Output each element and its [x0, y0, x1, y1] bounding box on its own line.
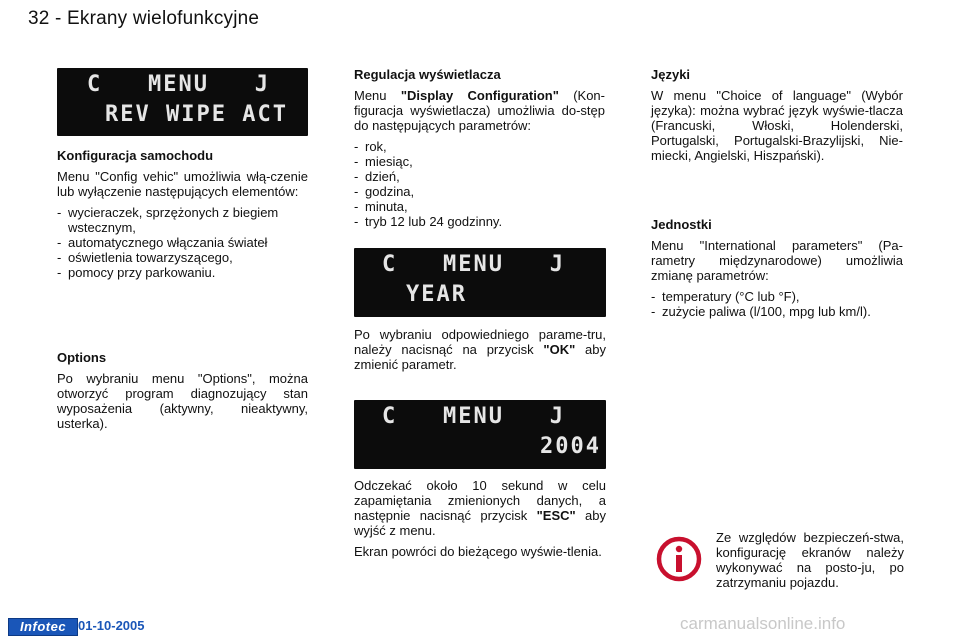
instruction-esc	[354, 478, 606, 538]
column-left	[57, 148, 308, 280]
list-item: - godzina,	[354, 184, 605, 199]
section-text-vehicle-config: Menu "Config vehic" umożliwia włą-czenie lub wyłączenie następujących elementów:	[57, 169, 308, 199]
text-run: Odczekać około 10 sekund w celu zapamiętania zmienionych danych, a następnie nacisnąć przycisk	[354, 478, 606, 523]
info-icon	[656, 536, 702, 582]
section-heading-options: Options	[57, 350, 107, 365]
list-item: - miesiąc,	[354, 154, 605, 169]
list-item: - temperatury (°C lub °F),	[651, 289, 903, 304]
text-run: Po wybraniu odpowiedniego parame-tru, należy nacisnąć na przycisk	[354, 327, 606, 357]
section-text-languages: W menu "Choice of language" (Wybór języka): można wybrać język wyświe-tlacza (Francuski, Włoski, Holenderski, Portugalski, Portugalski-Brazylijski, Nie-miecki, Angielski, Hiszpański).	[651, 88, 903, 163]
section-heading-languages: Języki	[651, 67, 691, 82]
list-units	[651, 289, 903, 319]
footer-date: 01-10-2005	[78, 618, 145, 633]
safety-note-text: Ze względów bezpieczeń-stwa, konfigurację ekranów należy wykonywać na posto-ju, po zatrzymaniu pojazdu.	[716, 530, 904, 590]
list-item: - dzień,	[354, 169, 605, 184]
button-name-ok: "OK"	[543, 342, 576, 357]
lcd-top-row: C MENU J	[382, 252, 565, 277]
section-text-units: Menu "International parameters" (Pa-rametry międzynarodowe) umożliwia zmianę parametrów:	[651, 238, 903, 283]
page-title: 32 - Ekrany wielofunkcyjne	[28, 8, 260, 29]
lcd-screen-config	[57, 68, 308, 136]
section-heading-vehicle-config: Konfiguracja samochodu	[57, 148, 214, 163]
text-run: aby zmienić parametr.	[354, 342, 606, 372]
column-middle	[354, 67, 605, 229]
infotec-logo: Infotec	[8, 618, 78, 636]
instruction-return: Ekran powróci do bieżącego wyświe-tlenia.	[354, 544, 602, 559]
section-heading-units: Jednostki	[651, 217, 712, 232]
text-run: aby wyjść z menu.	[354, 508, 606, 538]
lcd-bottom-row: REV WIPE ACT	[105, 102, 288, 127]
list-vehicle-config	[57, 205, 308, 280]
list-item: - tryb 12 lub 24 godzinny.	[354, 214, 605, 229]
list-item: - automatycznego włączania świateł	[57, 235, 308, 250]
lcd-bottom-row: YEAR	[406, 282, 467, 307]
safety-note	[716, 530, 904, 596]
list-item: - zużycie paliwa (l/100, mpg lub km/l).	[651, 304, 903, 319]
column-right	[651, 67, 903, 169]
list-item: - rok,	[354, 139, 605, 154]
lcd-top-row: C MENU J	[87, 72, 270, 97]
list-item: - wycieraczek, sprzężonych z biegiem wstecznym,	[57, 205, 308, 235]
text-run: Menu	[354, 88, 401, 103]
section-text-options: Po wybraniu menu "Options", można otworzyć program diagnozujący stan wyposażenia (aktywny, nieaktywny, usterka).	[57, 371, 308, 431]
menu-name-display-configuration: "Display Configuration"	[400, 88, 559, 103]
list-item: - pomocy przy parkowaniu.	[57, 265, 308, 280]
section-text-display	[354, 88, 605, 133]
lcd-screen-2004	[354, 400, 606, 469]
column-middle-esc	[354, 478, 606, 565]
list-display-params	[354, 139, 605, 229]
watermark: carmanualsonline.info	[680, 614, 846, 633]
instruction-ok	[354, 327, 606, 372]
lcd-top-row: C MENU J	[382, 404, 565, 429]
section-heading-display: Regulacja wyświetlacza	[354, 67, 501, 82]
lcd-screen-year	[354, 248, 606, 317]
list-item: - minuta,	[354, 199, 605, 214]
lcd-bottom-row: 2004	[540, 434, 601, 459]
column-left-options	[57, 350, 308, 437]
list-item: - oświetlenia towarzyszącego,	[57, 250, 308, 265]
button-name-esc: "ESC"	[536, 508, 576, 523]
column-right-units	[651, 217, 903, 319]
text-run: (Kon-figuracja wyświetlacza) umożliwia do-stęp do następujących parametrów:	[354, 88, 605, 133]
column-middle-ok	[354, 327, 606, 378]
